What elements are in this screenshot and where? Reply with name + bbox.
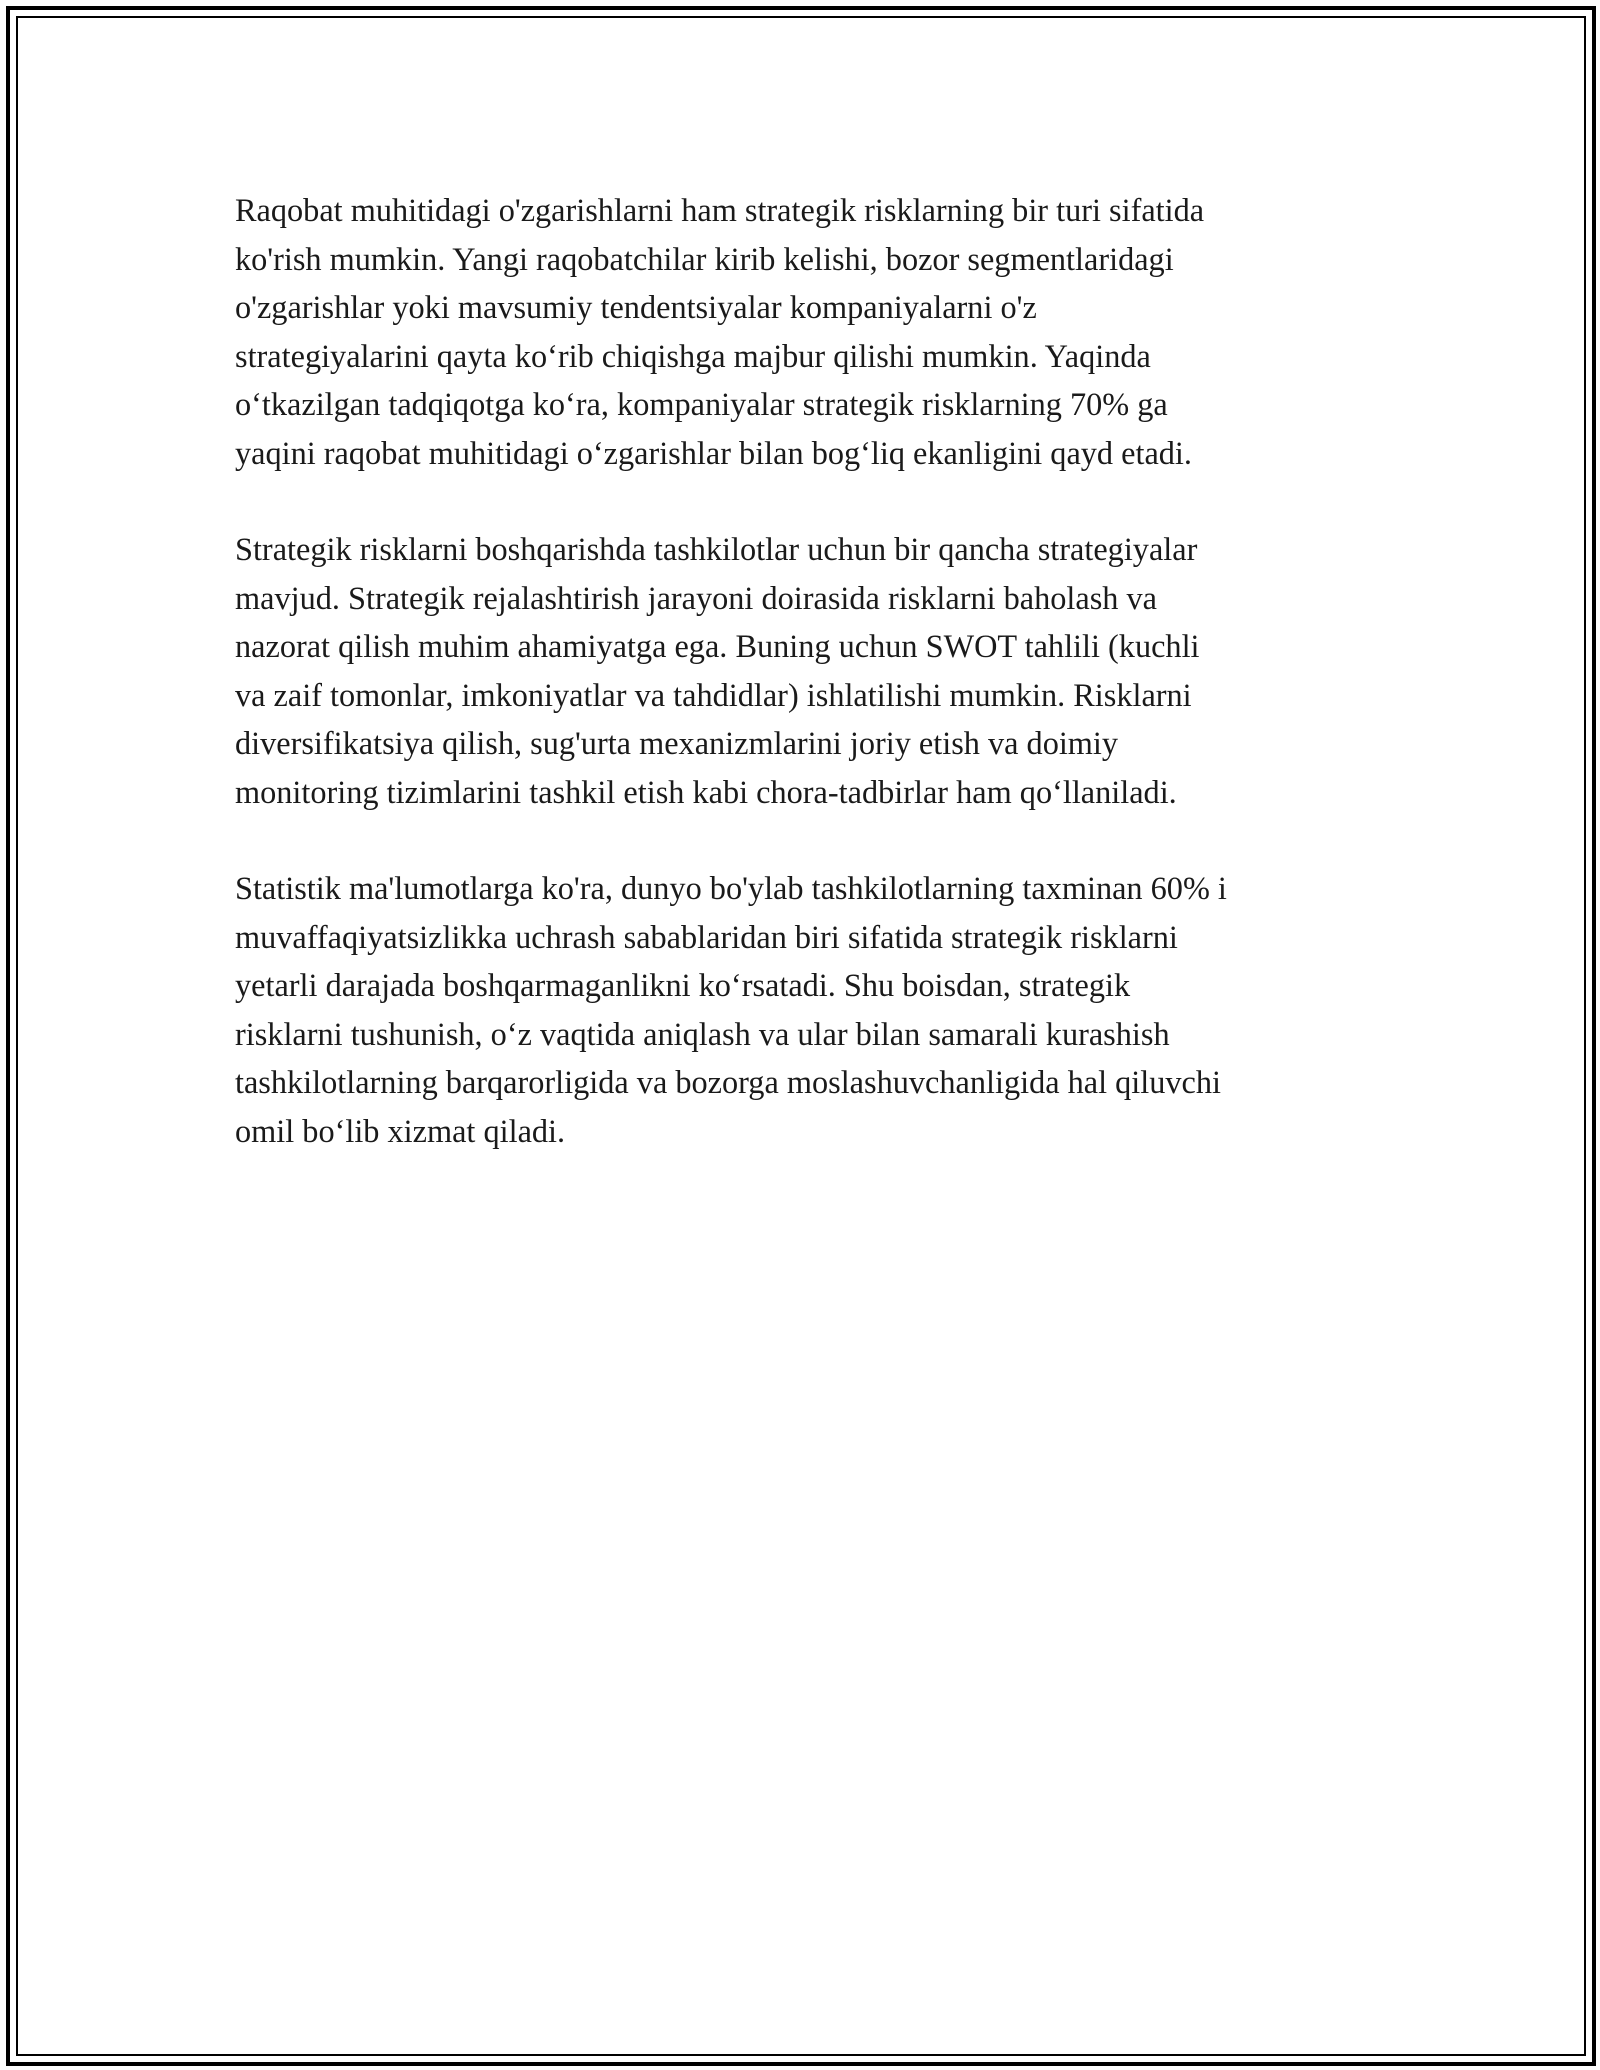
text-line: risklarni tushunish, o‘z vaqtida aniqlash va ular bilan samarali kurashish: [235, 1015, 1170, 1052]
text-line: strategiyalarini qayta ko‘rib chiqishga majbur qilishi mumkin. Yaqinda: [235, 337, 1151, 374]
text-line: yaqini raqobat muhitidagi o‘zgarishlar bilan bog‘liq ekanligini qayd etadi.: [235, 434, 1192, 471]
document-body: [235, 186, 1365, 1203]
text-line: o‘tkazilgan tadqiqotga ko‘ra, kompaniyalar strategik risklarning 70% ga: [235, 386, 1168, 422]
text-line: Statistik ma'lumotlarga ko'ra, dunyo bo'ylab tashkilotlarning taxminan 60% i: [235, 870, 1227, 906]
paragraph-risk-management: [235, 525, 1365, 816]
text-line: Strategik risklarni boshqarishda tashkilotlar uchun bir qancha strategiyalar: [235, 531, 1198, 567]
text-line: Raqobat muhitidagi o'zgarishlarni ham strategik risklarning bir turi sifatida: [235, 192, 1205, 228]
text-line: nazorat qilish muhim ahamiyatga ega. Buning uchun SWOT tahlili (kuchli: [235, 628, 1200, 664]
text-line: mavjud. Strategik rejalashtirish jarayoni doirasida risklarni baholash va: [235, 579, 1158, 616]
text-line: monitoring tizimlarini tashkil etish kabi chora-tadbirlar ham qo‘llaniladi.: [235, 773, 1177, 810]
text-line: yetarli darajada boshqarmaganlikni ko‘rsatadi. Shu boisdan, strategik: [235, 967, 1131, 1003]
text-line: o'zgarishlar yoki mavsumiy tendentsiyalar kompaniyalarni o'z: [235, 289, 1037, 325]
text-line: tashkilotlarning barqarorligida va bozorga moslashuvchanligida hal qiluvchi: [235, 1064, 1222, 1100]
paragraph-statistics: [235, 864, 1365, 1155]
text-line: va zaif tomonlar, imkoniyatlar va tahdidlar) ishlatilishi mumkin. Risklarni: [235, 676, 1192, 713]
text-line: ko'rish mumkin. Yangi raqobatchilar kirib kelishi, bozor segmentlaridagi: [235, 240, 1174, 277]
paragraph-competition: [235, 186, 1365, 477]
text-line: muvaffaqiyatsizlikka uchrash sabablaridan biri sifatida strategik risklarni: [235, 918, 1178, 955]
text-line: omil bo‘lib xizmat qiladi.: [235, 1112, 566, 1149]
text-line: diversifikatsiya qilish, sug'urta mexanizmlarini joriy etish va doimiy: [235, 725, 1119, 761]
